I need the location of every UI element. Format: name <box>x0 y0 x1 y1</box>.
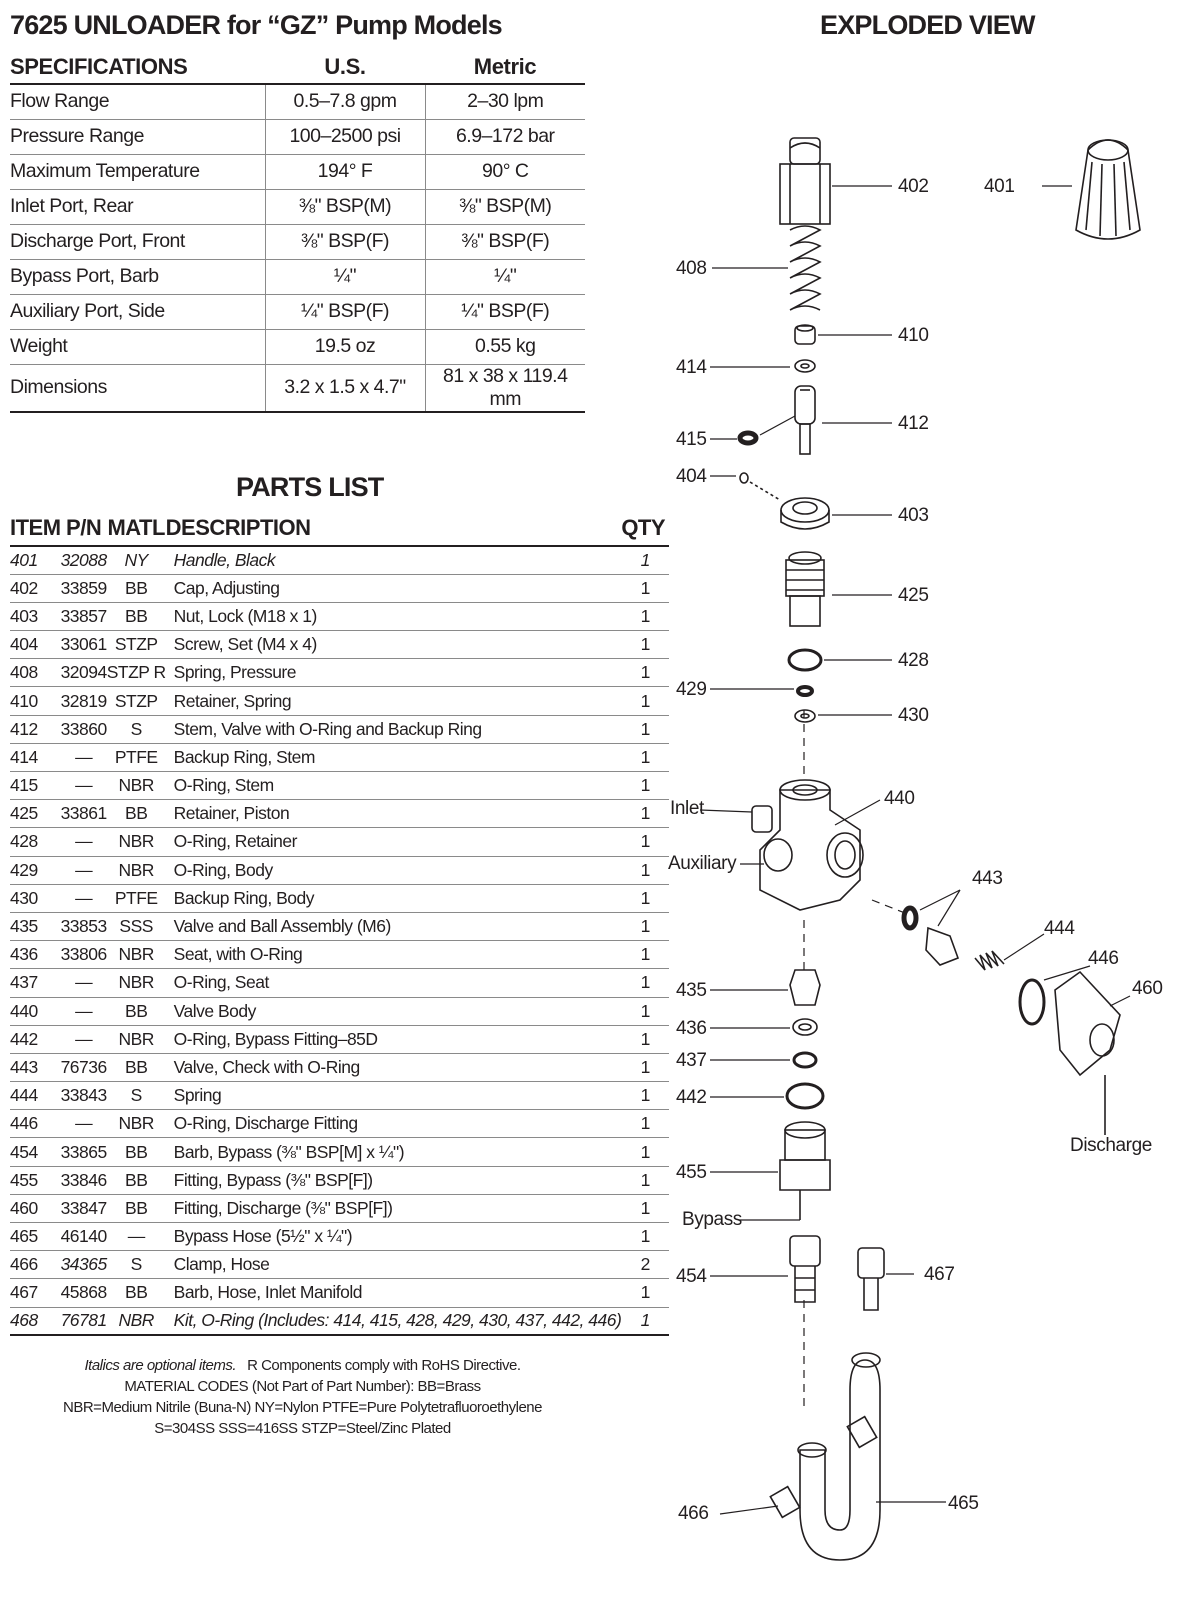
part-item-cell: 455 <box>10 1166 61 1194</box>
part-description-cell: Screw, Set (M4 x 4) <box>166 631 622 659</box>
part-415-oring <box>740 433 756 443</box>
spec-us-cell: ⅜" BSP(M) <box>265 189 425 224</box>
part-item-cell: 429 <box>10 856 61 884</box>
parts-row <box>10 659 669 687</box>
part-number-cell: 32094 <box>61 659 107 687</box>
part-material-cell: BB <box>107 800 166 828</box>
parts-row <box>10 912 669 940</box>
part-description-cell: Backup Ring, Body <box>166 884 622 912</box>
label-bypass: Bypass <box>682 1209 742 1230</box>
part-description-cell: Fitting, Bypass (⅜" BSP[F]) <box>166 1166 622 1194</box>
part-number-cell: 33853 <box>61 912 107 940</box>
part-qty-cell: 1 <box>621 941 669 969</box>
part-qty-cell: 1 <box>621 602 669 630</box>
part-qty-cell: 1 <box>621 1223 669 1251</box>
part-item-cell: 414 <box>10 743 61 771</box>
spec-us-cell: 0.5–7.8 gpm <box>265 84 425 119</box>
label-401: 401 <box>984 176 1015 197</box>
specs-row <box>10 364 585 412</box>
label-415: 415 <box>676 429 707 450</box>
parts-header-item: ITEM <box>10 510 61 546</box>
part-number-cell: 33857 <box>61 602 107 630</box>
label-402: 402 <box>898 176 929 197</box>
part-number-cell: 32088 <box>61 546 107 574</box>
page-title: 7625 UNLOADER for “GZ” Pump Models <box>10 10 502 40</box>
part-qty-cell: 1 <box>621 715 669 743</box>
part-item-cell: 428 <box>10 828 61 856</box>
part-428-oring <box>789 650 821 670</box>
spec-us-cell: 194° F <box>265 154 425 189</box>
part-number-cell: 33860 <box>61 715 107 743</box>
part-qty-cell: 1 <box>621 1194 669 1222</box>
part-material-cell: NY <box>107 546 166 574</box>
label-435: 435 <box>676 980 707 1001</box>
spec-metric-cell: ¼" BSP(F) <box>425 294 585 329</box>
part-442-oring <box>787 1084 823 1108</box>
part-item-cell: 460 <box>10 1194 61 1222</box>
part-description-cell: O-Ring, Retainer <box>166 828 622 856</box>
label-discharge: Discharge <box>1070 1135 1152 1156</box>
part-number-cell: — <box>61 884 107 912</box>
part-material-cell: SSS <box>107 912 166 940</box>
part-material-cell: NBR <box>107 828 166 856</box>
part-description-cell: Nut, Lock (M18 x 1) <box>166 602 622 630</box>
parts-row <box>10 1223 669 1251</box>
part-443-check-valve <box>904 908 958 965</box>
part-description-cell: Seat, with O-Ring <box>166 941 622 969</box>
specs-row <box>10 329 585 364</box>
part-description-cell: Bypass Hose (5½" x ¼") <box>166 1223 622 1251</box>
part-number-cell: 33861 <box>61 800 107 828</box>
part-item-cell: 440 <box>10 997 61 1025</box>
specs-header-us: U.S. <box>265 50 425 84</box>
label-454: 454 <box>676 1266 707 1287</box>
part-qty-cell: 1 <box>621 772 669 800</box>
part-number-cell: 34365 <box>61 1251 107 1279</box>
part-number-cell: 32819 <box>61 687 107 715</box>
rohs-note: R Components comply with RoHS Directive. <box>247 1357 521 1374</box>
part-material-cell: NBR <box>107 969 166 997</box>
part-material-cell: S <box>107 1082 166 1110</box>
part-material-cell: — <box>107 1223 166 1251</box>
parts-header-pn: P/N <box>61 510 107 546</box>
label-440: 440 <box>884 788 915 809</box>
part-402-cap <box>780 138 830 224</box>
specs-row <box>10 119 585 154</box>
part-qty-cell: 1 <box>621 631 669 659</box>
spec-name-cell: Flow Range <box>10 84 265 119</box>
part-qty-cell: 1 <box>621 546 669 574</box>
part-number-cell: — <box>61 743 107 771</box>
part-material-cell: NBR <box>107 1025 166 1053</box>
specifications-table <box>10 50 585 413</box>
parts-row <box>10 997 669 1025</box>
part-number-cell: 46140 <box>61 1223 107 1251</box>
spec-us-cell: ⅜" BSP(F) <box>265 224 425 259</box>
part-460-discharge-fitting <box>1055 972 1120 1135</box>
label-444: 444 <box>1044 918 1075 939</box>
part-description-cell: Retainer, Piston <box>166 800 622 828</box>
parts-row <box>10 800 669 828</box>
part-qty-cell: 1 <box>621 1307 669 1335</box>
part-440-valve-body <box>752 780 863 910</box>
part-item-cell: 408 <box>10 659 61 687</box>
part-material-cell: BB <box>107 1138 166 1166</box>
specs-row <box>10 189 585 224</box>
specs-row <box>10 154 585 189</box>
parts-row <box>10 574 669 602</box>
part-number-cell: — <box>61 772 107 800</box>
part-item-cell: 404 <box>10 631 61 659</box>
exploded-view-title: EXPLODED VIEW <box>820 10 1035 40</box>
specs-header-row <box>10 50 585 84</box>
part-qty-cell: 1 <box>621 1025 669 1053</box>
part-401-handle <box>1076 140 1140 239</box>
part-item-cell: 410 <box>10 687 61 715</box>
part-436-seat <box>793 1019 817 1035</box>
notes-line-1 <box>10 1355 595 1376</box>
part-description-cell: Valve Body <box>166 997 622 1025</box>
part-qty-cell: 1 <box>621 659 669 687</box>
label-412: 412 <box>898 413 929 434</box>
part-description-cell: Clamp, Hose <box>166 1251 622 1279</box>
parts-header-description: DESCRIPTION <box>166 510 622 546</box>
specs-row <box>10 84 585 119</box>
spec-metric-cell: 0.55 kg <box>425 329 585 364</box>
spec-metric-cell: ⅜" BSP(F) <box>425 224 585 259</box>
exploded-view-drawing <box>640 90 1200 1598</box>
parts-row <box>10 743 669 771</box>
spec-metric-cell: 90° C <box>425 154 585 189</box>
label-430: 430 <box>898 705 929 726</box>
part-item-cell: 401 <box>10 546 61 574</box>
part-number-cell: 45868 <box>61 1279 107 1307</box>
part-item-cell: 467 <box>10 1279 61 1307</box>
part-qty-cell: 1 <box>621 828 669 856</box>
part-number-cell: 76781 <box>61 1307 107 1335</box>
part-material-cell: PTFE <box>107 743 166 771</box>
label-404: 404 <box>676 466 707 487</box>
part-material-cell: PTFE <box>107 884 166 912</box>
spec-name-cell: Inlet Port, Rear <box>10 189 265 224</box>
part-material-cell: STZP <box>107 687 166 715</box>
spec-metric-cell: 2–30 lpm <box>425 84 585 119</box>
part-qty-cell: 1 <box>621 1166 669 1194</box>
parts-row <box>10 1138 669 1166</box>
part-material-cell: BB <box>107 1166 166 1194</box>
parts-row <box>10 687 669 715</box>
notes-line-3: NBR=Medium Nitrile (Buna-N) NY=Nylon PTFE=Pure Polytetrafluoroethylene <box>63 1399 542 1416</box>
parts-row <box>10 546 669 574</box>
spec-name-cell: Bypass Port, Barb <box>10 259 265 294</box>
part-465-bypass-hose <box>798 1353 880 1560</box>
part-number-cell: 33859 <box>61 574 107 602</box>
center-axis <box>804 710 910 1410</box>
part-description-cell: Barb, Bypass (⅜" BSP[M] x ¼") <box>166 1138 622 1166</box>
notes-line-2: MATERIAL CODES (Not Part of Part Number): BB=Brass <box>124 1378 481 1395</box>
spec-metric-cell: 6.9–172 bar <box>425 119 585 154</box>
specs-header-specifications: SPECIFICATIONS <box>10 50 265 84</box>
part-item-cell: 402 <box>10 574 61 602</box>
spec-name-cell: Pressure Range <box>10 119 265 154</box>
part-material-cell: BB <box>107 1053 166 1081</box>
part-description-cell: O-Ring, Bypass Fitting–85D <box>166 1025 622 1053</box>
parts-row <box>10 631 669 659</box>
part-material-cell: S <box>107 1251 166 1279</box>
part-material-cell: NBR <box>107 1307 166 1335</box>
part-item-cell: 444 <box>10 1082 61 1110</box>
part-437-oring <box>794 1053 816 1067</box>
parts-header-matl: MATL <box>107 510 166 546</box>
part-material-cell: NBR <box>107 941 166 969</box>
parts-row <box>10 1307 669 1335</box>
exploded-view-diagram <box>640 90 1200 1598</box>
part-408-spring <box>790 226 820 310</box>
part-item-cell: 443 <box>10 1053 61 1081</box>
part-number-cell: 33847 <box>61 1194 107 1222</box>
part-description-cell: Spring <box>166 1082 622 1110</box>
part-446-oring <box>1020 980 1044 1024</box>
part-item-cell: 466 <box>10 1251 61 1279</box>
part-qty-cell: 1 <box>621 1082 669 1110</box>
spec-name-cell: Discharge Port, Front <box>10 224 265 259</box>
specs-header-metric: Metric <box>425 50 585 84</box>
label-466: 466 <box>678 1503 709 1524</box>
parts-row <box>10 884 669 912</box>
parts-row <box>10 969 669 997</box>
spec-name-cell: Maximum Temperature <box>10 154 265 189</box>
spec-us-cell: 3.2 x 1.5 x 4.7" <box>265 364 425 412</box>
parts-row <box>10 1279 669 1307</box>
part-description-cell: O-Ring, Discharge Fitting <box>166 1110 622 1138</box>
parts-row <box>10 1110 669 1138</box>
parts-row <box>10 856 669 884</box>
part-qty-cell: 1 <box>621 800 669 828</box>
part-material-cell: STZP <box>107 631 166 659</box>
spec-name-cell: Dimensions <box>10 364 265 412</box>
part-item-cell: 468 <box>10 1307 61 1335</box>
part-material-cell: BB <box>107 1279 166 1307</box>
part-qty-cell: 1 <box>621 997 669 1025</box>
part-description-cell: Stem, Valve with O-Ring and Backup Ring <box>166 715 622 743</box>
parts-row <box>10 1194 669 1222</box>
part-444-spring <box>975 951 1004 970</box>
part-material-cell: BB <box>107 1194 166 1222</box>
part-number-cell: — <box>61 856 107 884</box>
parts-row <box>10 1166 669 1194</box>
parts-list-title: PARTS LIST <box>236 472 384 502</box>
part-item-cell: 403 <box>10 602 61 630</box>
part-number-cell: 33843 <box>61 1082 107 1110</box>
parts-header-qty: QTY <box>621 510 669 546</box>
part-description-cell: Barb, Hose, Inlet Manifold <box>166 1279 622 1307</box>
spec-us-cell: 19.5 oz <box>265 329 425 364</box>
part-qty-cell: 1 <box>621 1279 669 1307</box>
label-403: 403 <box>898 505 929 526</box>
part-description-cell: O-Ring, Body <box>166 856 622 884</box>
label-446: 446 <box>1088 948 1119 969</box>
part-qty-cell: 1 <box>621 912 669 940</box>
part-number-cell: 33846 <box>61 1166 107 1194</box>
part-material-cell: STZP R <box>107 659 166 687</box>
part-item-cell: 465 <box>10 1223 61 1251</box>
parts-row <box>10 715 669 743</box>
part-number-cell: — <box>61 1025 107 1053</box>
part-description-cell: O-Ring, Stem <box>166 772 622 800</box>
part-410-retainer <box>795 325 815 344</box>
part-material-cell: BB <box>107 997 166 1025</box>
part-description-cell: Valve, Check with O-Ring <box>166 1053 622 1081</box>
part-qty-cell: 1 <box>621 1053 669 1081</box>
part-qty-cell: 1 <box>621 1138 669 1166</box>
part-number-cell: — <box>61 969 107 997</box>
part-number-cell: — <box>61 1110 107 1138</box>
specs-row <box>10 224 585 259</box>
part-qty-cell: 1 <box>621 1110 669 1138</box>
spec-us-cell: ¼" BSP(F) <box>265 294 425 329</box>
part-description-cell: Handle, Black <box>166 546 622 574</box>
part-description-cell: Cap, Adjusting <box>166 574 622 602</box>
part-item-cell: 412 <box>10 715 61 743</box>
specs-row <box>10 259 585 294</box>
part-description-cell: Fitting, Discharge (⅜" BSP[F]) <box>166 1194 622 1222</box>
part-454-barb <box>790 1236 820 1302</box>
parts-header-row <box>10 510 669 546</box>
part-item-cell: 430 <box>10 884 61 912</box>
parts-list-table <box>10 510 669 1336</box>
label-443: 443 <box>972 868 1003 889</box>
part-description-cell: Spring, Pressure <box>166 659 622 687</box>
part-item-cell: 425 <box>10 800 61 828</box>
part-414-backup-ring <box>795 360 815 372</box>
part-description-cell: Valve and Ball Assembly (M6) <box>166 912 622 940</box>
part-404-screw <box>740 473 780 500</box>
spec-metric-cell: ⅜" BSP(M) <box>425 189 585 224</box>
material-notes <box>10 1355 595 1439</box>
part-429-oring <box>798 687 812 695</box>
part-item-cell: 446 <box>10 1110 61 1138</box>
label-467: 467 <box>924 1264 955 1285</box>
part-material-cell: NBR <box>107 856 166 884</box>
part-qty-cell: 1 <box>621 884 669 912</box>
spec-name-cell: Auxiliary Port, Side <box>10 294 265 329</box>
specs-row <box>10 294 585 329</box>
spec-us-cell: ¼" <box>265 259 425 294</box>
part-description-cell: Retainer, Spring <box>166 687 622 715</box>
part-qty-cell: 2 <box>621 1251 669 1279</box>
part-435-valve <box>790 970 820 1005</box>
part-number-cell: 33061 <box>61 631 107 659</box>
part-number-cell: 76736 <box>61 1053 107 1081</box>
label-428: 428 <box>898 650 929 671</box>
part-467-hose-barb <box>858 1248 884 1310</box>
parts-row <box>10 1053 669 1081</box>
label-460: 460 <box>1132 978 1163 999</box>
parts-row <box>10 1025 669 1053</box>
italic-note: Italics are optional items. <box>84 1357 237 1374</box>
parts-row <box>10 1082 669 1110</box>
parts-row <box>10 828 669 856</box>
spec-name-cell: Weight <box>10 329 265 364</box>
part-description-cell: Backup Ring, Stem <box>166 743 622 771</box>
part-item-cell: 454 <box>10 1138 61 1166</box>
part-qty-cell: 1 <box>621 969 669 997</box>
label-437: 437 <box>676 1050 707 1071</box>
label-436: 436 <box>676 1018 707 1039</box>
part-description-cell: O-Ring, Seat <box>166 969 622 997</box>
part-material-cell: BB <box>107 574 166 602</box>
part-qty-cell: 1 <box>621 687 669 715</box>
part-qty-cell: 1 <box>621 574 669 602</box>
parts-row <box>10 602 669 630</box>
part-material-cell: BB <box>107 602 166 630</box>
label-414: 414 <box>676 357 707 378</box>
label-auxiliary: Auxiliary <box>668 853 737 874</box>
part-qty-cell: 1 <box>621 743 669 771</box>
part-material-cell: NBR <box>107 1110 166 1138</box>
part-430-backup-ring <box>795 710 815 722</box>
label-429: 429 <box>676 679 707 700</box>
part-material-cell: S <box>107 715 166 743</box>
part-number-cell: 33806 <box>61 941 107 969</box>
part-item-cell: 436 <box>10 941 61 969</box>
label-425: 425 <box>898 585 929 606</box>
label-410: 410 <box>898 325 929 346</box>
part-number-cell: 33865 <box>61 1138 107 1166</box>
part-material-cell: NBR <box>107 772 166 800</box>
part-number-cell: — <box>61 997 107 1025</box>
part-455-bypass-fitting <box>780 1122 830 1220</box>
part-403-nut <box>781 498 829 529</box>
notes-line-4: S=304SS SSS=416SS STZP=Steel/Zinc Plated <box>154 1420 451 1437</box>
spec-metric-cell: 81 x 38 x 119.4 mm <box>425 364 585 412</box>
parts-row <box>10 772 669 800</box>
part-description-cell: Kit, O-Ring (Includes: 414, 415, 428, 429, 430, 437, 442, 446) <box>166 1307 622 1335</box>
part-qty-cell: 1 <box>621 856 669 884</box>
part-number-cell: — <box>61 828 107 856</box>
label-455: 455 <box>676 1162 707 1183</box>
part-466-clamps <box>770 1417 876 1518</box>
part-item-cell: 415 <box>10 772 61 800</box>
part-item-cell: 435 <box>10 912 61 940</box>
part-item-cell: 437 <box>10 969 61 997</box>
part-412-stem <box>795 386 815 454</box>
label-465: 465 <box>948 1493 979 1514</box>
part-item-cell: 442 <box>10 1025 61 1053</box>
spec-metric-cell: ¼" <box>425 259 585 294</box>
parts-row <box>10 941 669 969</box>
parts-row <box>10 1251 669 1279</box>
label-408: 408 <box>676 258 707 279</box>
label-442: 442 <box>676 1087 707 1108</box>
label-inlet: Inlet <box>670 798 704 819</box>
spec-us-cell: 100–2500 psi <box>265 119 425 154</box>
part-425-retainer <box>786 552 824 626</box>
